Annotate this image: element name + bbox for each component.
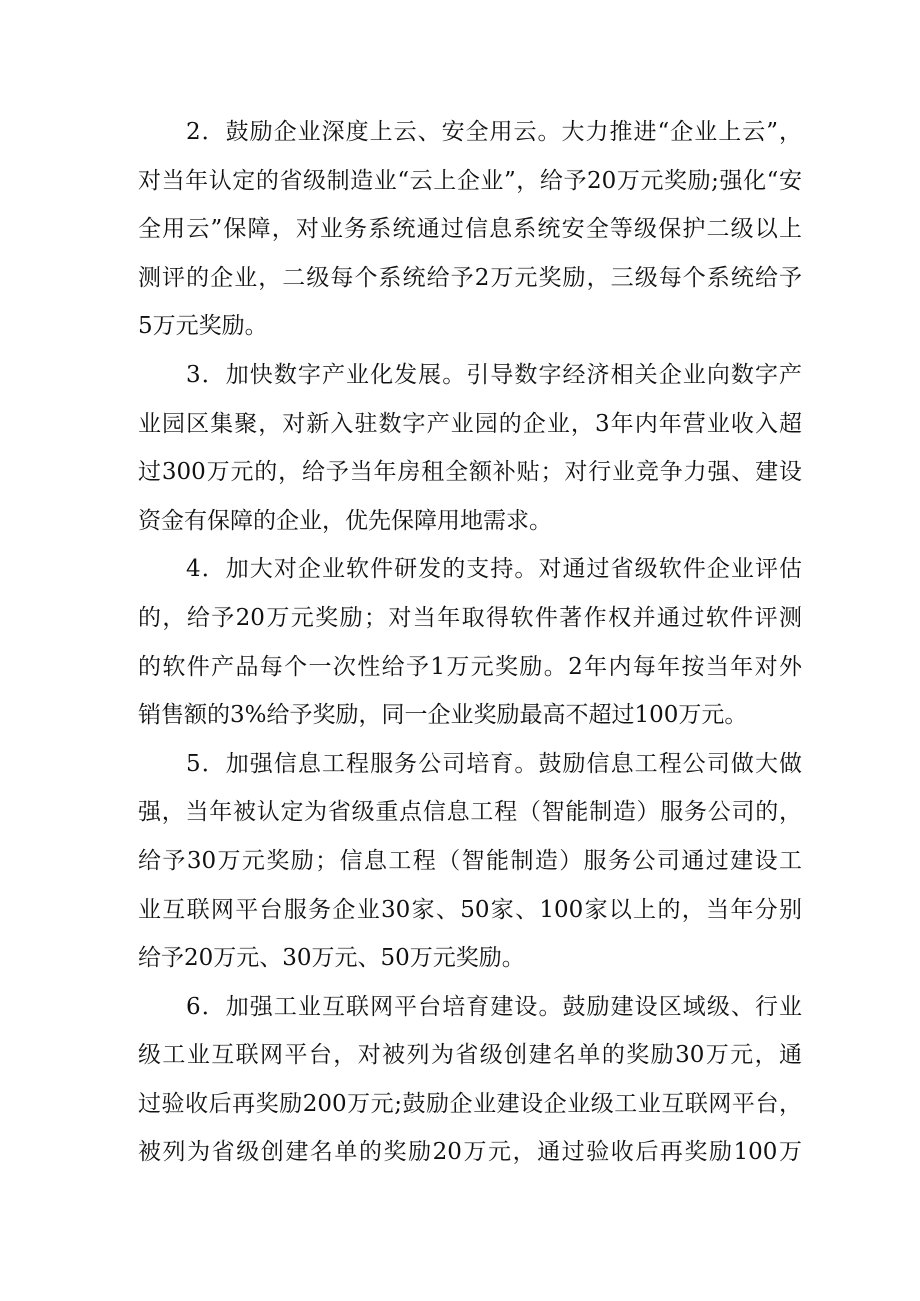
paragraph-line: 测评的企业，二级每个系统给予2万元奖励，三级每个系统给予	[138, 264, 802, 291]
paragraph-item-6	[138, 983, 802, 1177]
paragraph-line: 过验收后再奖励200万元;鼓励企业建设企业级工业互联网平台，	[138, 1090, 802, 1117]
paragraph-item-2	[138, 108, 802, 351]
paragraph-item-5	[138, 740, 802, 983]
paragraph-line: 5．加强信息工程服务公司培育。鼓励信息工程公司做大做	[186, 750, 802, 777]
paragraph-line: 销售额的3%给予奖励，同一企业奖励最高不超过100万元。	[138, 702, 748, 729]
paragraph-line: 业互联网平台服务企业30家、50家、100家以上的，当年分别	[138, 896, 802, 923]
paragraph-item-3	[138, 351, 802, 545]
document-body	[138, 108, 802, 1177]
paragraph-line: 6．加强工业互联网平台培育建设。鼓励建设区域级、行业	[186, 993, 802, 1020]
paragraph-line: 资金有保障的企业，优先保障用地需求。	[138, 507, 552, 534]
paragraph-line: 业园区集聚，对新入驻数字产业园的企业，3年内年营业收入超	[138, 410, 802, 437]
paragraph-line: 强，当年被认定为省级重点信息工程（智能制造）服务公司的，	[138, 799, 802, 826]
paragraph-line: 过300万元的，给予当年房租全额补贴；对行业竞争力强、建设	[138, 459, 802, 486]
paragraph-line: 5万元奖励。	[138, 313, 268, 340]
paragraph-line: 3．加快数字产业化发展。引导数字经济相关企业向数字产	[186, 361, 802, 388]
paragraph-line: 4．加大对企业软件研发的支持。对通过省级软件企业评估	[186, 556, 802, 583]
paragraph-line: 的，给予20万元奖励；对当年取得软件著作权并通过软件评测	[138, 604, 802, 631]
paragraph-line: 的软件产品每个一次性给予1万元奖励。2年内每年按当年对外	[138, 653, 802, 680]
paragraph-item-4	[138, 545, 802, 739]
paragraph-line: 对当年认定的省级制造业“云上企业”，给予20万元奖励;强化“安	[138, 167, 802, 194]
paragraph-line: 全用云”保障，对业务系统通过信息系统安全等级保护二级以上	[138, 216, 802, 243]
paragraph-line: 给予30万元奖励；信息工程（智能制造）服务公司通过建设工	[138, 847, 802, 874]
paragraph-line: 给予20万元、30万元、50万元奖励。	[138, 945, 525, 972]
paragraph-line: 被列为省级创建名单的奖励20万元，通过验收后再奖励100万	[138, 1139, 802, 1166]
paragraph-line: 2．鼓励企业深度上云、安全用云。大力推进“企业上云”，	[186, 119, 802, 145]
paragraph-line: 级工业互联网平台，对被列为省级创建名单的奖励30万元，通	[138, 1042, 802, 1069]
